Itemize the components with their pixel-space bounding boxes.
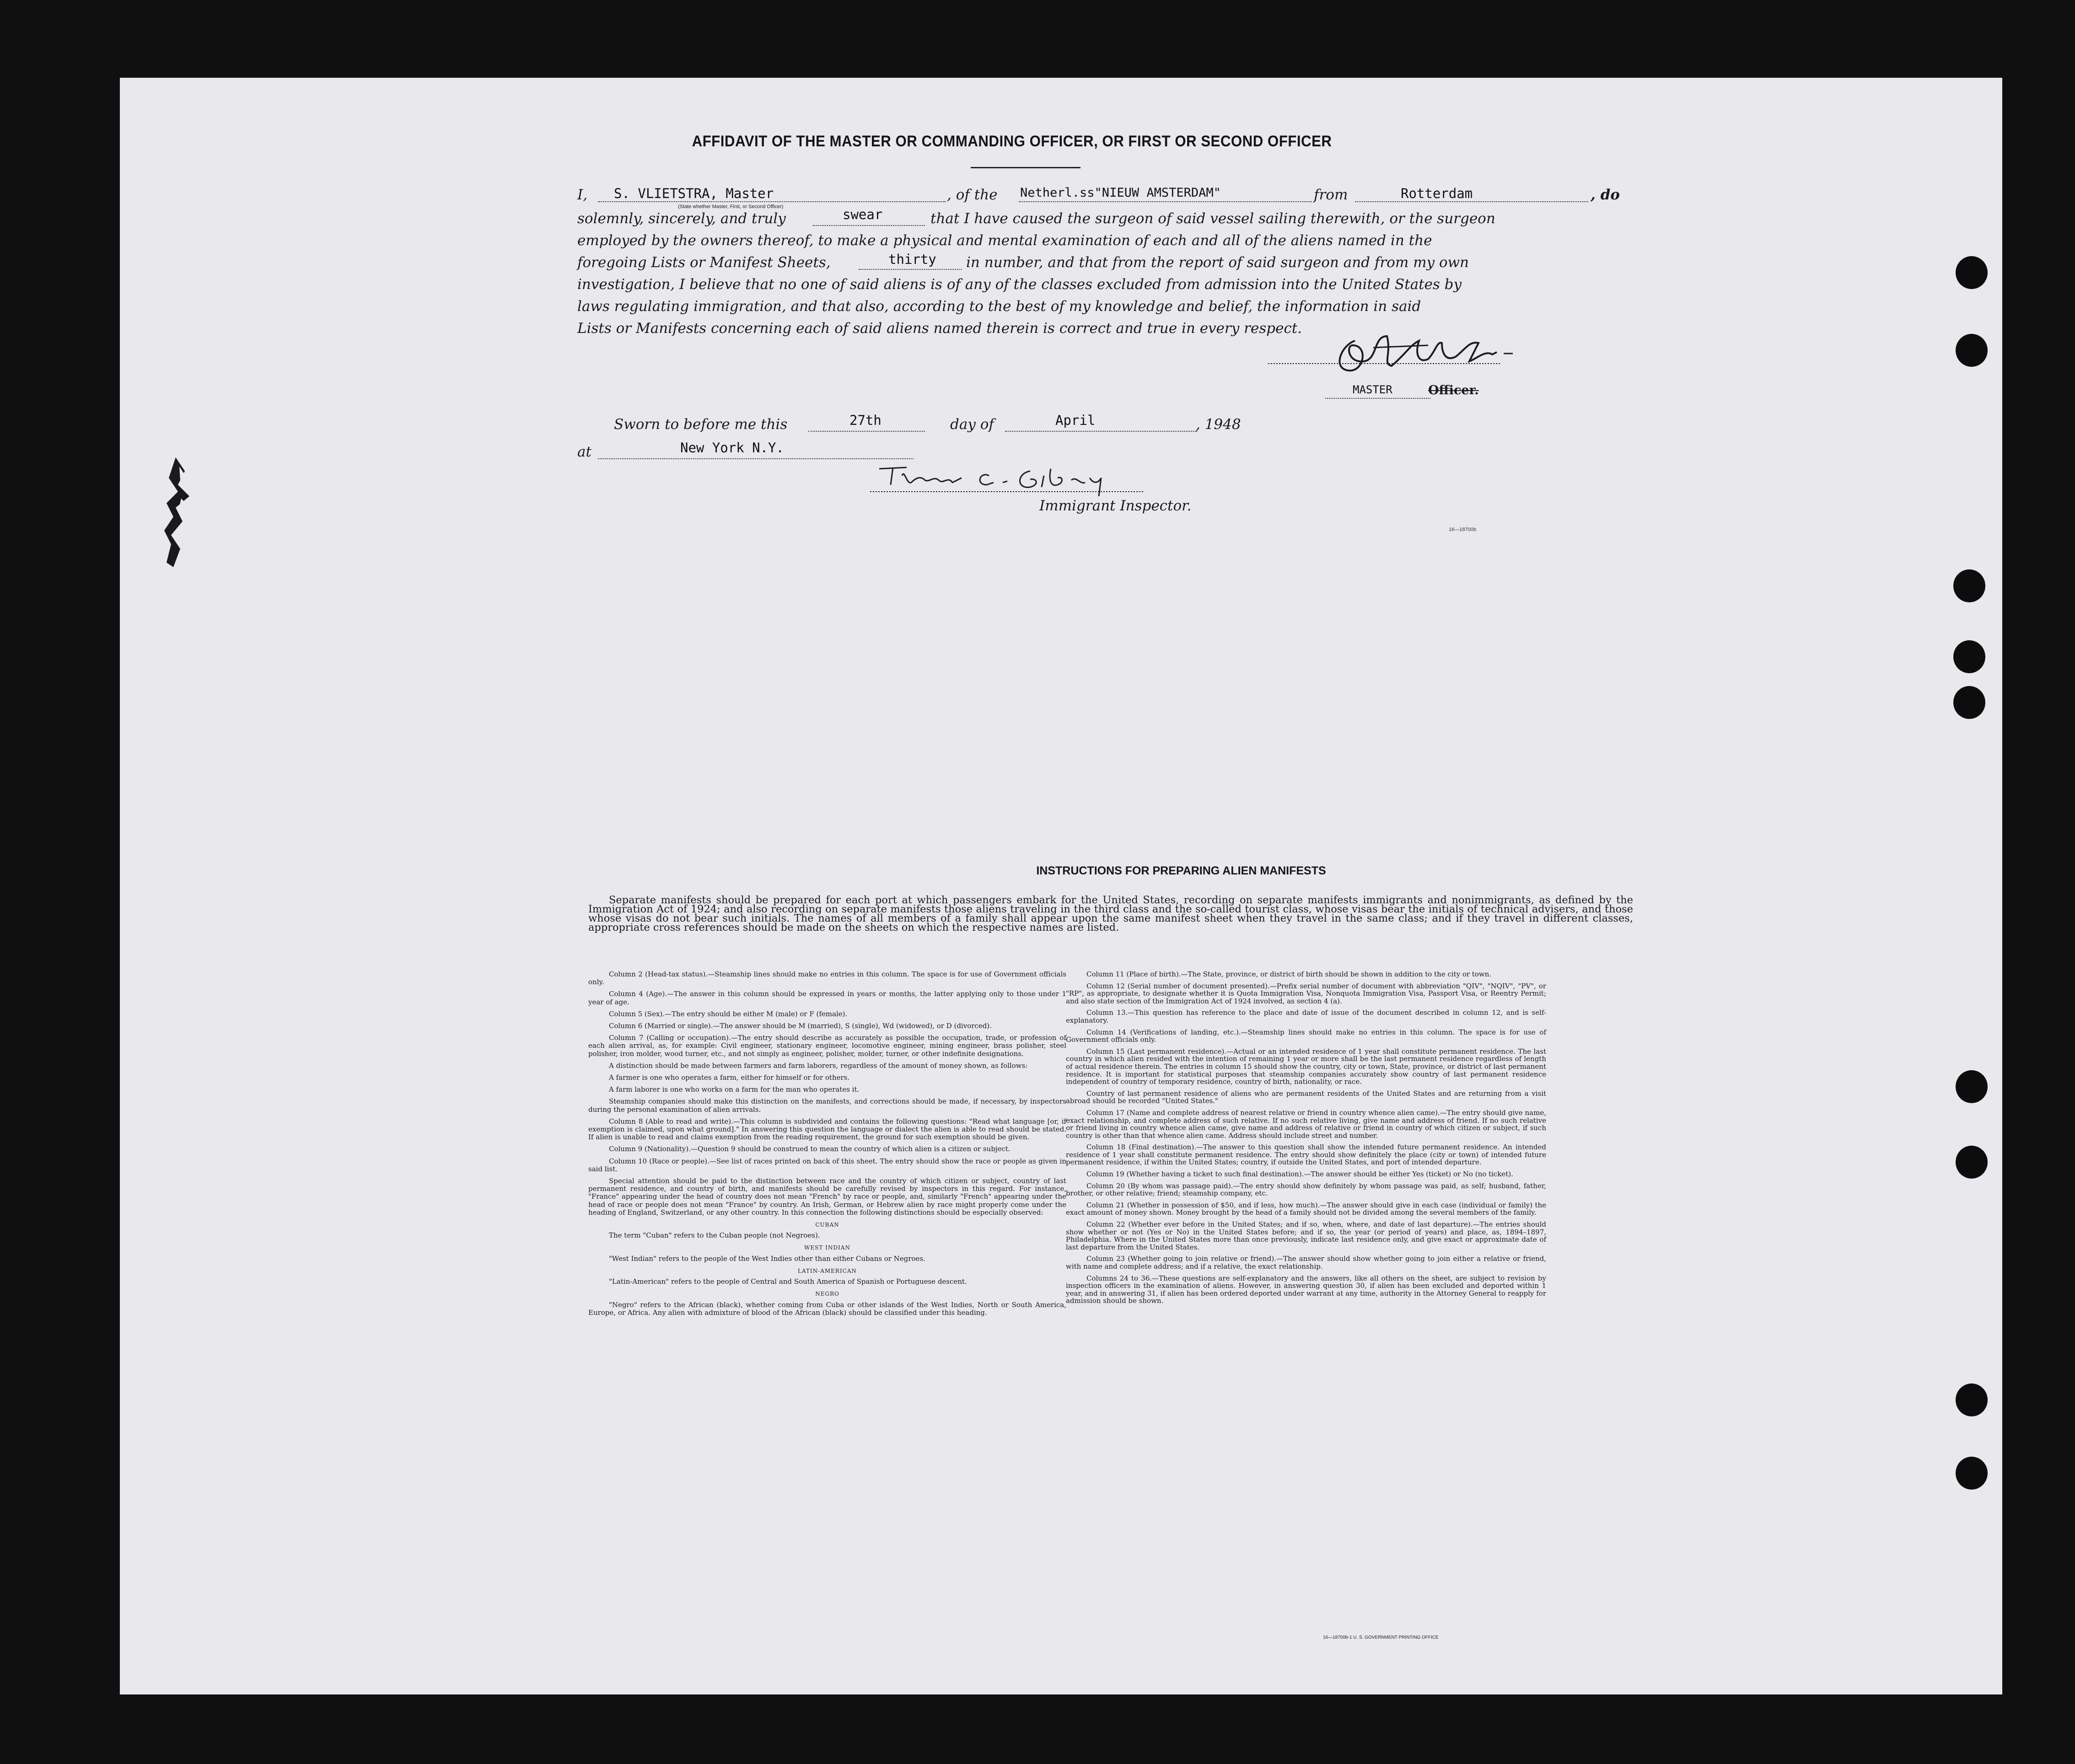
state-whether-note: (State whether Master, First, or Second Officer)	[678, 204, 784, 209]
of-the-label: , of the	[947, 187, 998, 203]
master-name-line	[598, 201, 946, 202]
col-10-text: Column 10 (Race or people).—See list of races printed on back of this sheet. The entry should show the race or people as given in said list.	[588, 1157, 1066, 1173]
col-22-text: Column 22 (Whether ever before in the United States; and if so, when, where, and date of last departure).—The entries should show whether or not (Yes or No) in the United States before; and if so, the year (or period of years) and place, as, 1894–1897, Philadelphia. Where in the United States more than once previously, indicate last residence only, and give exact or approximate date of last departure from the United States.	[1066, 1220, 1546, 1251]
month-fill: April	[1055, 413, 1096, 428]
binder-hole	[1956, 1146, 1988, 1179]
manifest-sheet	[120, 78, 2002, 1694]
affidavit-line-7: Lists or Manifests concerning each of said aliens named therein is correct and true in every respect.	[577, 320, 1302, 337]
west-indian-heading: WEST INDIAN	[804, 1244, 850, 1251]
col-23-text: Column 23 (Whether going to join relative or friend).—The answer should show whether going to join either a relative or friend, with name and complete address; and if a relative, the exact relationship.	[1066, 1255, 1546, 1271]
torn-edge-mark	[157, 453, 199, 572]
oath-fill: swear	[843, 207, 883, 222]
binder-hole	[1956, 1383, 1988, 1416]
master-signature	[1254, 327, 1575, 377]
officer-label: Officer.	[1428, 383, 1479, 397]
vessel-line	[1019, 201, 1312, 202]
sworn-text: Sworn to before me this	[614, 416, 788, 433]
day-of-label: day of	[950, 416, 994, 433]
do-label: , do	[1591, 187, 1620, 203]
affidavit-line-6: laws regulating immigration, and that also, according to the best of my knowledge and belief, the information in said	[577, 298, 1421, 315]
col-15-text: Column 15 (Last permanent residence).—Actual or an intended residence of 1 year shall constitute permanent residence. The last country in which alien resided with the intention of remaining 1 year or more shall be the last permanent residence regardless of length of actual residence therein. The entries in column 15 should show the country, city or town, State, province, or district of last permanent residence. It is important for statistical purposes that steamship companies accurately show country of last permanent residence independent of country of temporary residence, country of birth, nationality, or race.	[1066, 1047, 1546, 1086]
farm-laborer-def: A farm laborer is one who works on a farm for the man who operates it.	[609, 1085, 860, 1094]
officer-line	[1325, 398, 1430, 399]
binder-hole	[1956, 1070, 1988, 1103]
binder-hole	[1953, 686, 1985, 719]
negro-heading: NEGRO	[815, 1291, 839, 1298]
farmer-def: A farmer is one who operates a farm, either for himself or for others.	[609, 1073, 850, 1082]
instructions-right-column	[1066, 970, 1546, 1309]
port-line	[1355, 201, 1588, 202]
year-label: , 1948	[1196, 416, 1241, 433]
affidavit-line-5: investigation, I believe that no one of said aliens is of any of the classes excluded from admission into the United States by	[577, 276, 1462, 293]
inspector-signature	[870, 457, 1199, 503]
place-fill: New York N.Y.	[680, 440, 784, 456]
farm-distinction: A distinction should be made between farmers and farm laborers, regardless of the amount of money shown, as follows:	[609, 1061, 1028, 1070]
cuban-heading: CUBAN	[815, 1222, 839, 1228]
binder-hole	[1956, 1457, 1988, 1490]
inspector-label: Immigrant Inspector.	[1039, 498, 1192, 514]
col-5-text: Column 5 (Sex).—The entry should be either M (male) or F (female).	[609, 1009, 848, 1018]
col-7-text: Column 7 (Calling or occupation).—The entry should describe as accurately as possible the occupation, trade, or profession of each alien arrival, as, for example: Civil engineer, stationary engineer, locomotive engineer, mining engineer, brass polisher, steel polisher, iron molder, wood turner, etc., and not simply as engineer, polisher, molder, turner, or other indefinite designations.	[588, 1034, 1066, 1058]
steamship-note: Steamship companies should make this distinction on the manifests, and corrections should be made, if necessary, by inspectors during the personal examination of alien arrivals.	[588, 1097, 1066, 1114]
special-attention: Special attention should be paid to the distinction between race and the country of which citizen or subject, country of last permanent residence, and country of birth, and manifests should be carefully revised by inspectors in this regard. For instance, "France" appearing under the head of country does not mean "French" by race or people, and, similarly "French" appearing under the head of race or people does not mean "France" by country. An Irish, German, or Hebrew alien by race might properly come under the heading of England, Switzerland, or any other country. In this connection the following distinctions should be especially observed:	[588, 1177, 1066, 1217]
affidavit-line-2a: solemnly, sincerely, and truly	[577, 210, 786, 227]
affidavit-line-2b: that I have caused the surgeon of said vessel sailing therewith, or the surgeon	[930, 210, 1495, 227]
affidavit-title: AFFIDAVIT OF THE MASTER OR COMMANDING OFFICER, OR FIRST OR SECOND OFFICER	[692, 133, 1332, 150]
sheet-count-line	[859, 269, 962, 270]
negro-def: "Negro" refers to the African (black), whether coming from Cuba or other islands of the West Indies, North or South America, Europe, or Africa. Any alien with admixture of blood of the African (black) should be classified under this heading.	[588, 1300, 1066, 1317]
sheet-count-fill: thirty	[888, 252, 936, 267]
title-underline	[971, 167, 1081, 168]
vessel-fill: Netherl.ss"NIEUW AMSTERDAM"	[1020, 186, 1221, 200]
binder-hole	[1953, 569, 1985, 602]
port-fill: Rotterdam	[1401, 186, 1473, 201]
latin-american-heading: LATIN-AMERICAN	[797, 1267, 857, 1274]
form-code-top: 16—18700b	[1449, 527, 1476, 532]
col-17-text: Column 17 (Name and complete address of nearest relative or friend in country whence alien came).—The entry should give name, exact relationship, and complete address of such relative. If no such relative living, give name and address of friend. If no such relative or friend living in country whence alien came, give name and address of relative or friend in country of which citizen or subject, if such country is other than that whence alien came. Address should include street and number.	[1066, 1108, 1546, 1140]
day-line	[808, 431, 925, 432]
col-4-text: Column 4 (Age).—The answer in this column should be expressed in years or months, the latter applying only to those under 1 year of age.	[588, 990, 1066, 1006]
col-2-text: Column 2 (Head-tax status).—Steamship lines should make no entries in this column. The space is for use of Government officials only.	[588, 970, 1066, 987]
officer-fill: MASTER	[1353, 383, 1392, 396]
affidavit-line-3: employed by the owners thereof, to make a physical and mental examination of each and all of the aliens named in the	[577, 232, 1432, 249]
west-indian-def: "West Indian" refers to the people of the West Indies other than either Cubans or Negroes.	[609, 1254, 925, 1263]
binder-hole	[1953, 640, 1985, 673]
col-18-text: Column 18 (Final destination).—The answer to this question shall show the intended future permanent residence. An intended residence of 1 year shall constitute permanent residence. The entry should show definitely the place (city or town) of intended future permanent residence, if within the United States; country, if outside the United States, and port of intended departure.	[1066, 1143, 1546, 1167]
month-line	[1005, 431, 1197, 432]
affidavit-line-4a: foregoing Lists or Manifest Sheets,	[577, 254, 831, 271]
place-line	[598, 458, 914, 459]
col-12-text: Column 12 (Serial number of document presented).—Prefix serial number of document with abbreviation "QIV", "NQIV", "PV", or "RP", as appropriate, to designate whether it is Quota Immigration Visa, Nonquota Immigration Visa, Passport Visa, or Reentry Permit; and also state section of the Immigration Act of 1924 involved, as section 4 (a).	[1066, 981, 1546, 1005]
from-label: from	[1314, 187, 1348, 203]
cuban-def: The term "Cuban" refers to the Cuban people (not Negroes).	[609, 1231, 820, 1240]
affidavit-line-4b: in number, and that from the report of said surgeon and from my own	[966, 254, 1469, 271]
oath-line	[813, 225, 925, 226]
latin-american-def: "Latin-American" refers to the people of Central and South America of Spanish or Portuguese descent.	[609, 1277, 967, 1286]
instructions-intro: Separate manifests should be prepared for each port at which passengers embark for the United States, recording on separate manifests immigrants and nonimmigrants, as defined by the Immigration Act of 1924; and also recording on separate manifests those aliens traveling in the third class and the so-called tourist class, whose visas bear the initials of technical advisers, and those whose visas do not bear such initials. The names of all members of a family shall appear upon the same manifest sheet when they travel in the same class; and if they travel in different classes, appropriate cross references should be made on the sheets on which the respective names are listed.	[588, 894, 1633, 933]
col-20-text: Column 20 (By whom was passage paid).—The entry should show definitely by whom passage was paid, as self; husband, father, brother, or other relative; friend; steamship company, etc.	[1066, 1181, 1546, 1198]
col-24-36-text: Columns 24 to 36.—These questions are self-explanatory and the answers, like all others on the sheet, are subject to revision by inspection officers in the examination of aliens. However, in answering question 30, if alien has been excluded and deported within 1 year, and in answering 31, if alien has been ordered deported under warrant at any time, authority in the Attorney General to reapply for admission should be shown.	[1066, 1274, 1546, 1305]
at-label: at	[577, 444, 591, 460]
i-label: I,	[577, 187, 588, 203]
binder-hole	[1956, 334, 1988, 367]
col-14-text: Column 14 (Verifications of landing, etc.).—Steamship lines should make no entries in this column. The space is for use of Government officials only.	[1066, 1028, 1546, 1044]
instructions-left-column	[588, 970, 1066, 1321]
col-6-text: Column 6 (Married or single).—The answer should be M (married), S (single), Wd (widowed), or D (divorced).	[609, 1022, 992, 1030]
day-fill: 27th	[849, 413, 882, 428]
printing-office-code: 16—18700b-1 U. S. GOVERNMENT PRINTING OFFICE	[1323, 1635, 1439, 1640]
col-19-text: Column 19 (Whether having a ticket to such final destination).—The answer should be either Yes (ticket) or No (no ticket).	[1086, 1170, 1513, 1179]
instructions-title: INSTRUCTIONS FOR PREPARING ALIEN MANIFESTS	[1036, 864, 1326, 877]
col-8-text: Column 8 (Able to read and write).—This column is subdivided and contains the following questions: "Read what language [or, if exemption is claimed, upon what ground]." In answering this question the language or dialect the alien is able to read should be stated. If alien is unable to read and claims exemption from the reading requirement, the ground for such exemption should be given.	[588, 1117, 1066, 1142]
col-11-text: Column 11 (Place of birth).—The State, province, or district of birth should be shown in addition to the city or town.	[1086, 970, 1492, 978]
col-9-text: Column 9 (Nationality).—Question 9 should be construed to mean the country of which alien is a citizen or subject.	[609, 1145, 1011, 1153]
binder-hole	[1956, 256, 1988, 289]
master-name-fill: S. VLIETSTRA, Master	[614, 186, 774, 201]
col-21-text: Column 21 (Whether in possession of $50, and if less, how much).—The answer should give in each case (individual or family) the exact amount of money shown. Money brought by the head of a family should not be divided among the several members of the family.	[1066, 1201, 1546, 1217]
country-residence-text: Country of last permanent residence of aliens who are permanent residents of the United States and are returning from a visit abroad should be recorded "United States."	[1066, 1089, 1546, 1105]
col-13-text: Column 13.—This question has reference to the place and date of issue of the document described in column 12, and is self-explanatory.	[1066, 1008, 1546, 1024]
